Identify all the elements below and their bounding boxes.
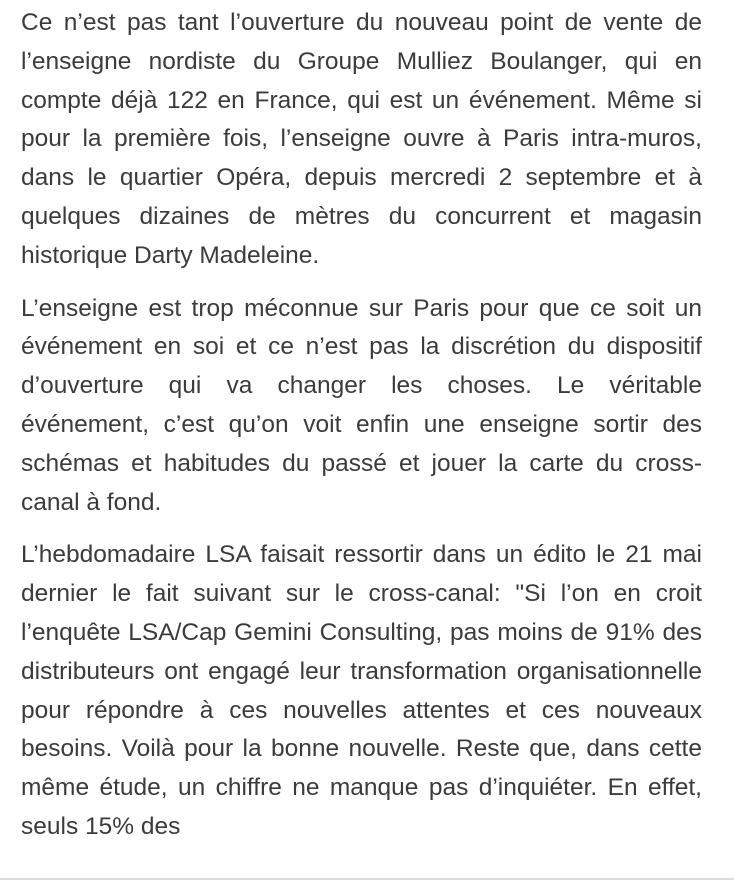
article-paragraph-1: Ce n’est pas tant l’ouverture du nouveau point de vente de l’enseigne nordiste du Groupe Mulliez Boulanger, qui en compte déjà 122 en France, qui est un événement. Même si pour la première fois, l’enseigne ouvre à Paris intra-muros, dans le quartier Opéra, depuis mercredi 2 septembre et à quelques dizaines de mètres du concurrent et magasin historique Darty Madeleine. [21,9,702,269]
article-paragraph-3: L’hebdomadaire LSA faisait ressortir dans un édito le 21 mai dernier le fait suivant sur le cross-canal: "Si l’on en croit l’enquête LSA/Cap Gemini Consulting, pas moins de 91% des distributeurs ont engagé leur transformation organisationnelle pour répondre à ces nouvelles attentes et ces nouveaux besoins. Voilà pour la bonne nouvelle. Reste que, dans cette même étude, un chiffre ne manque pas d’inquiéter. En effet, seuls 15% des [21,541,702,840]
article-body [21,4,702,861]
article-paragraph-2: L’enseigne est trop méconnue sur Paris pour que ce soit un événement en soi et ce n’est pas la discrétion du dispositif d’ouverture qui va changer les choses. Le véritable événement, c’est qu’on voit enfin une enseigne sortir des schémas et habitudes du passé et jouer la carte du cross-canal à fond. [21,294,702,516]
